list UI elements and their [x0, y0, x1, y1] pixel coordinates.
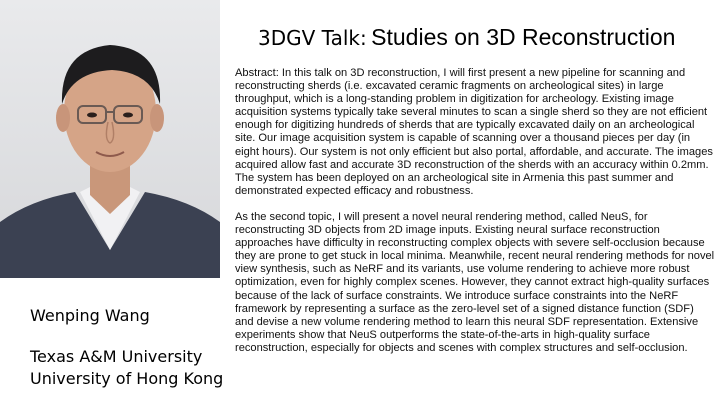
title-prefix: 3DGV Talk: [258, 26, 367, 50]
speaker-affiliation-2: University of Hong Kong [30, 369, 224, 388]
title-main: Studies on 3D Reconstruction [371, 24, 676, 50]
abstract-paragraph-2: As the second topic, I will present a novel neural rendering method, called NeuS, for reconstructing 3D objects from 2D image inputs. Existing neural surface reconstruction approaches have difficulty in reconstructing complex objects with severe self-occlusion because they are prone to get stuck in local minima. Meanwhile, recent neural rendering methods for novel view synthesis, such as NeRF and its variants, use volume rendering to achieve more robust optimization, even for highly complex scenes. However, they cannot extract high-quality surfaces because of the lack of surface constraints. We introduce surface constraints into the NeRF framework by representing a surface as the zero-level set of a signed distance function (SDF) and devise a new volume rendering method to learn this neural SDF representation. Extensive experiments show that NeuS outperforms the state-of-the-arts in high-quality surface reconstruction, especially for objects and scenes with complex structures and self-occlusion. [235, 210, 715, 354]
speaker-name: Wenping Wang [30, 306, 150, 325]
speaker-affiliation-1: Texas A&M University [30, 347, 203, 366]
speaker-photo [0, 0, 220, 278]
abstract-text [235, 67, 715, 368]
abstract-paragraph-1: Abstract: In this talk on 3D reconstruction, I will first present a new pipeline for scanning and reconstructing sherds (i.e. excavated ceramic fragments on archeological sites) in large throughput, which is a long-standing problem in digitization for archeology. Existing image acquisition systems typically take several minutes to scan a single sherd so they are not efficient enough for digitizing hundreds of sherds that are typically excavated daily on an archeological site. Our image acquisition system is capable of scanning over a thousand pieces per day (in eight hours). Our system is not only efficient but also portal, affordable, and accurate. The images acquired allow fast and accurate 3D reconstruction of the sherds with an accuracy within 0.2mm. The system has been deployed on an archeological site in Armenia this past summer and demonstrated expected efficacy and robustness. [235, 67, 713, 197]
slide-title [258, 24, 675, 54]
